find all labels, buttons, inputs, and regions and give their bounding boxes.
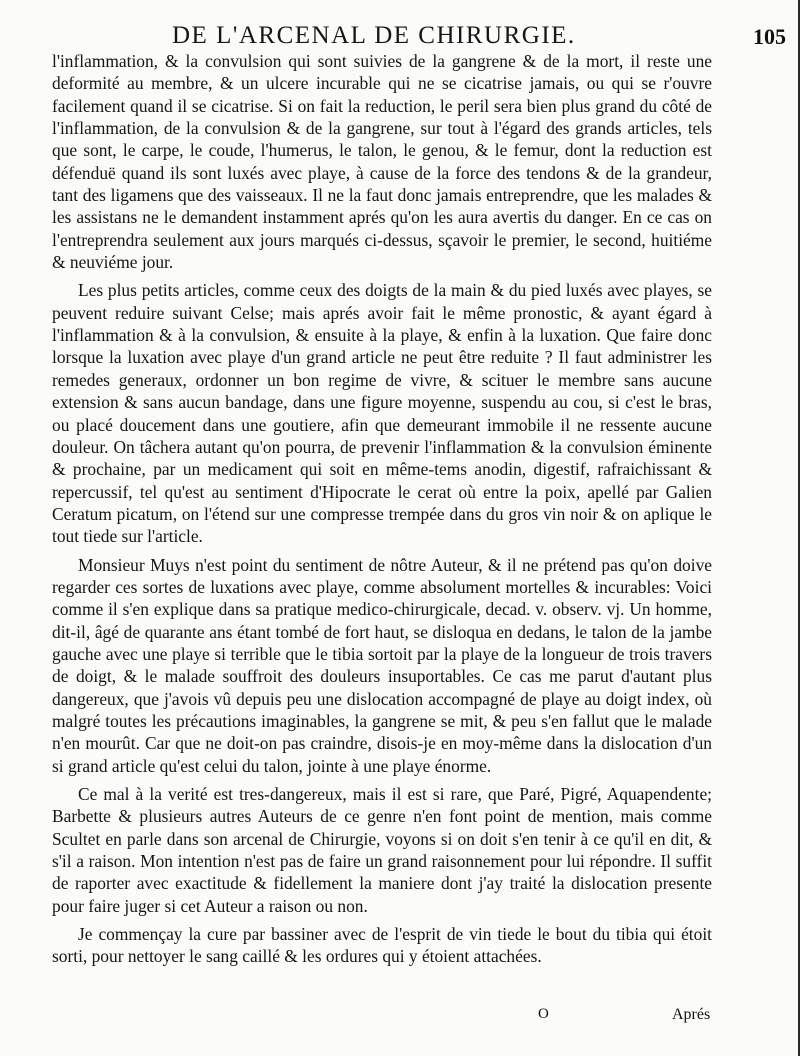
body-text <box>52 50 712 968</box>
paragraph-4: Ce mal à la verité est tres-dangereux, mais il est si rare, que Paré, Pigré, Aquapendente; Barbette & plusieurs autres Auteurs de ce genre n'en font point de mention, mais comme Scultet en parle dans son arcenal de Chirurgie, voyons si on doit s'en tenir à ce qu'il en dit, & s'il a raison. Mon intention n'est pas de faire un grand raisonnement pour lui répondre. Il suffit de raporter avec exactitude & fidellement la maniere dont j'ay traité la dislocation presente pour faire juger si cet Auteur a raison ou non. <box>52 784 712 916</box>
paragraph-5: Je commençay la cure par bassiner avec de l'esprit de vin tiede le bout du tibia qui étoit sorti, pour nettoyer le sang caillé & les ordures qui y étoient attachées. <box>52 924 712 967</box>
page-number: 105 <box>753 24 786 49</box>
catchword: Aprés <box>672 1006 711 1023</box>
running-title: DE L'ARCENAL DE CHIRURGIE. <box>172 22 576 49</box>
paragraph-2: Les plus petits articles, comme ceux des doigts de la main & du pied luxés avec playes, se peuvent reduire suivant Celse; mais aprés avoir fait le même pronostic, & ayant égard à l'inflammation & à la convulsion, & ensuite à la playe, & enfin à la luxation. Que faire donc lorsque la luxation avec playe d'un grand article ne peut être reduite ? Il faut administrer les remedes generaux, ordonner un bon regime de vivre, & scituer le membre sans aucune extension & sans aucun bandage, dans une figure moyenne, suspendu au cou, si c'est le bras, ou placé doucement dans une goutiere, afin que demeurant immobile il ne ressente aucune douleur. On tâchera autant qu'on pourra, de prevenir l'inflammation & la convulsion éminente & prochaine, par un medicament qui soit en même-tems anodin, digestif, rafraichissant & repercussif, tel qu'est au sentiment d'Hipocrate le cerat où entre la poix, apellé par Galien Ceratum picatum, on l'étend sur une compresse trempée dans du gros vin noir & on aplique le tout tiede sur l'article. <box>52 280 712 547</box>
signature-mark: O <box>538 1006 549 1022</box>
paragraph-1: l'inflammation, & la convulsion qui sont suivies de la gangrene & de la mort, il reste une deformité au membre, & un ulcere incurable qui ne se cicatrise jamais, ou qui se r'ouvre facilement quand il se cicatrise. Si on fait la reduction, le peril sera bien plus grand du côté de l'inflammation, de la convulsion & de la gangrene, sur tout à l'égard des grands articles, tels que sont, le carpe, le coude, l'humerus, le talon, le genou, & le femur, dont la reduction est défenduë quand ils sont luxés avec playe, à cause de la force des tendons & de la grandeur, tant des ligamens que des vaisseaux. Il ne la faut donc jamais entreprendre, que les malades & les assistans ne le demandent instamment aprés qu'on les aura avertis du danger. En ce cas on l'entreprendra seulement aux jours marqués ci-dessus, sçavoir le premier, le second, huitiéme & neuviéme jour. <box>52 51 712 273</box>
paragraph-3: Monsieur Muys n'est point du sentiment de nôtre Auteur, & il ne prétend pas qu'on doive regarder ces sortes de luxations avec playe, comme absolument mortelles & incurables: Voici comme il s'en explique dans sa pratique medico-chirurgicale, decad. v. observ. vj. Un homme, dit-il, âgé de quarante ans étant tombé de fort haut, se disloqua en dedans, le talon de la jambe gauche avec une playe si terrible que le tibia sortoit par la playe de la longueur de trois travers de doigt, & le malade souffroit des douleurs insuportables. Ce cas me parut d'autant plus dangereux, que j'avois vû depuis peu une dislocation accompagné de playe au doigt index, où malgré toutes les précautions imaginables, la gangrene se mit, & peu s'en fallut que le malade n'en mourût. Car que ne doit-on pas craindre, disois-je en moy-même dans la dislocation d'un si grand article qu'est celui du talon, jointe à une playe énorme. <box>52 554 712 776</box>
running-header <box>0 22 800 52</box>
page-footer <box>0 1006 800 1030</box>
